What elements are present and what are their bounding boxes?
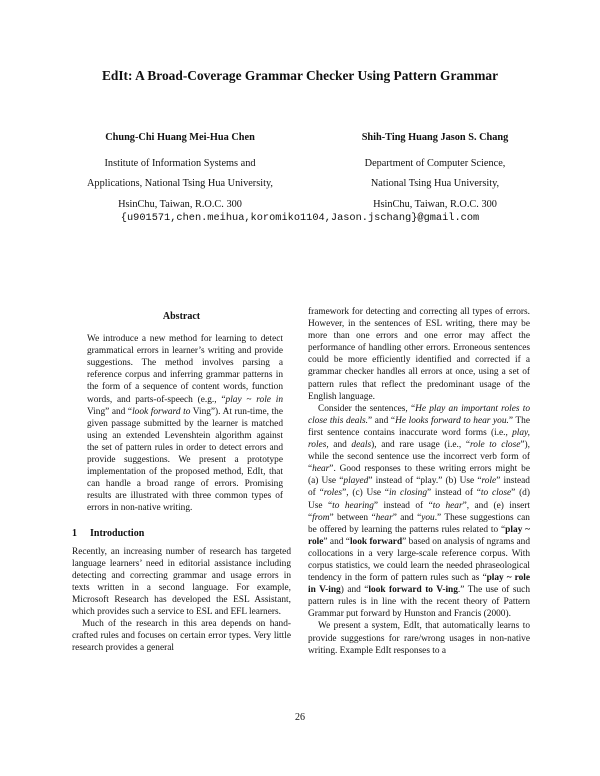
author-names-left: Chung-Chi Huang Mei-Hua Chen	[105, 132, 255, 143]
paper-title: EdIt: A Broad-Coverage Grammar Checker Using Pattern Grammar	[101, 68, 499, 83]
affiliation-line: Applications, National Tsing Hua University,	[86, 178, 274, 189]
affiliation-line: HsinChu, Taiwan, R.O.C. 300	[373, 198, 497, 210]
affiliation-line: HsinChu, Taiwan, R.O.C. 300	[118, 198, 242, 210]
body-paragraph: framework for detecting and correcting all types of errors. However, in the sentences of ESL writing, there may be more than one errors and one error may affect the performance of handling other errors. Erroneous sentences could be more efficiently identified and corrected if a grammar checker handles all errors at once, using a set of pattern rules that reflect the predominant usage of the English language.	[308, 307, 530, 402]
right-column	[308, 306, 530, 657]
affiliation-line: National Tsing Hua University,	[370, 178, 500, 189]
affiliation-line: Institute of Information Systems and	[104, 157, 256, 169]
intro-paragraph: Much of the research in this area depends on hand-crafted rules and focuses on certain error types. Very little research provides a general	[72, 619, 291, 654]
author-emails: {u901571,chen.meihua,koromiko1104,Jason.jschang}@gmail.com	[120, 212, 480, 224]
author-group-left	[50, 128, 310, 215]
body-paragraph: Consider the sentences, “He play an important roles to close this deals.” and “He looks forward to hear you.” The first sentence contains inaccurate word forms (i.e., play, roles, and deals), and rare usage (i.e., “role to close”), while the second sentence use the incorrect verb form of “hear”. Good responses to these writing errors might be (a) Use “played” instead of “play.” (b) Use “role” instead of “roles”, (c) Use “in closing” instead of “to close” (d) Use “to hearing” instead of “to hear”, and (e) insert “from” between “hear” and “you.” These suggestions can be offered by learning the patterns rules related to “play ~ role” and “look forward” based on analysis of ngrams and collocations in a very large-scale reference corpus. With corpus statistics, we could learn the needed phraseological tendency in the form of pattern rules such as “play ~ role in V-ing) and “look forward to V-ing.” The use of such pattern rules is in line with the recent theory of Pattern Grammar put forward by Hunston and Francis (2000).	[308, 403, 531, 620]
author-names-right: Shih-Ting Huang Jason S. Chang	[361, 132, 509, 143]
intro-paragraph: Recently, an increasing number of research has targeted language learners’ need in editorial assistance including detecting and correcting grammar and usage errors in texts written in a second language. For example, Microsoft Research has developed the ESL Assistant, which provides such a service to ESL and EFL learners.	[72, 546, 291, 618]
body-paragraph: We present a system, EdIt, that automatically learns to provide suggestions for rare/wrong usages in non-native writing. Example EdIt responses to a	[308, 621, 530, 656]
page-number: 26	[295, 712, 305, 723]
section-heading-introduction: 1 Introduction	[72, 527, 145, 539]
affiliation-line: Department of Computer Science,	[364, 157, 506, 169]
left-column	[72, 306, 291, 654]
abstract-text: We introduce a new method for learning to detect grammatical errors in learner’s writing and provide suggestions. The method involves parsing a reference corpus and inferring grammar patterns in the form of a sequence of content words, function words, and parts-of-speech (e.g., “play ~ role in Ving” and “look forward to Ving”). At run-time, the given passage submitted by the learner is matched using an extended Levenshtein algorithm against the set of pattern rules in order to detect errors and provide suggestions. We present a prototype implementation of the proposed method, EdIt, that can handle a broad range of errors. Promising results are illustrated with three common types of errors in non-native writing.	[87, 334, 284, 514]
abstract-heading: Abstract	[162, 311, 201, 322]
author-group-right	[310, 128, 560, 215]
